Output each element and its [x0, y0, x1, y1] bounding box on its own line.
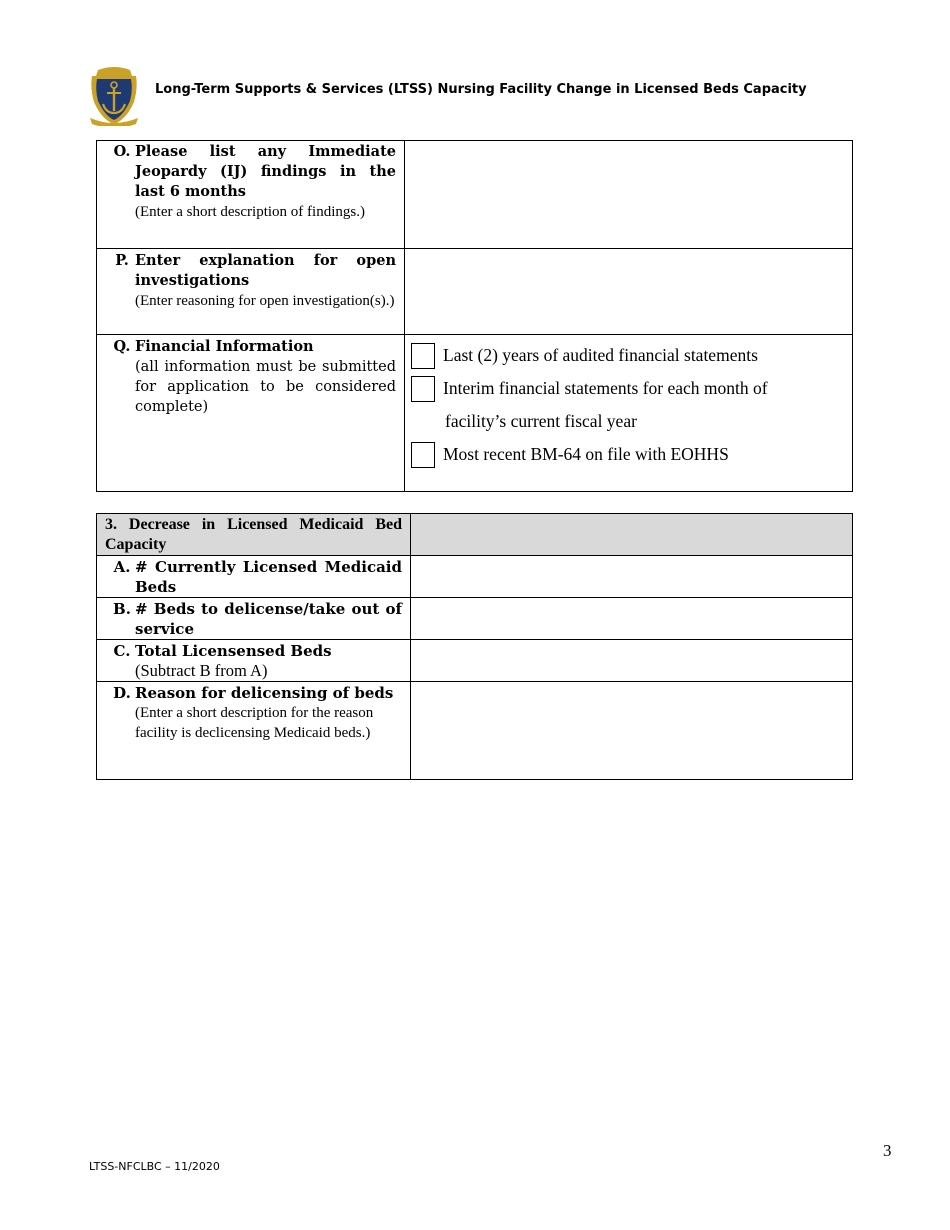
bm64-checkbox[interactable] — [411, 442, 435, 468]
item-label: Enter explanation for open investigations — [135, 252, 396, 289]
section-title: 3. Decrease in Licensed Medicaid Bed Capacity — [105, 516, 402, 553]
state-seal-anchor-icon — [88, 66, 140, 126]
item-label: Financial Information — [135, 338, 314, 355]
financial-checklist-cell — [405, 335, 853, 492]
table-row — [97, 335, 853, 492]
document-title: Long-Term Supports & Services (LTSS) Nursing Facility Change in Licensed Beds Capacity — [155, 82, 807, 97]
item-hint: (Enter reasoning for open investigation(s).) — [135, 293, 395, 309]
item-letter: B. — [113, 600, 131, 618]
table-row — [97, 640, 853, 682]
question-cell — [97, 335, 405, 492]
checklist-item — [411, 339, 846, 372]
item-hint: (all information must be submitted for application to be considered complete) — [135, 359, 396, 415]
item-label: # Currently Licensed Medicaid Beds — [135, 558, 402, 596]
checkbox-label: Interim financial statements for each month of — [443, 378, 768, 398]
item-hint: (Subtract B from A) — [135, 661, 268, 680]
table-row — [97, 141, 853, 249]
checkbox-label: Most recent BM-64 on file with EOHHS — [443, 444, 729, 464]
checklist-item — [411, 438, 846, 471]
question-cell — [97, 249, 405, 335]
ij-findings-answer-field[interactable] — [405, 141, 853, 249]
item-letter: O. — [113, 143, 131, 160]
form-table-bed-capacity — [96, 513, 853, 780]
item-label: Please list any Immediate Jeopardy (IJ) findings in the last 6 months — [135, 143, 396, 200]
current-beds-input[interactable] — [411, 556, 853, 598]
form-table-facility-info — [96, 140, 853, 492]
item-letter: D. — [113, 684, 131, 702]
question-cell — [97, 141, 405, 249]
table-row — [97, 249, 853, 335]
item-label: Total Licensensed Beds — [135, 642, 332, 660]
item-hint: (Enter a short description for the reason facility is declicensing Medicaid beds.) — [135, 705, 374, 741]
item-label: # Beds to delicense/take out of service — [135, 600, 402, 638]
checkbox-label: Last (2) years of audited financial statements — [443, 345, 758, 365]
question-cell — [97, 598, 411, 640]
beds-to-delicense-input[interactable] — [411, 598, 853, 640]
item-hint: (Enter a short description of findings.) — [135, 204, 365, 220]
checklist-item-continuation — [411, 405, 846, 438]
item-label: Reason for delicensing of beds — [135, 684, 394, 702]
form-code: LTSS-NFCLBC – 11/2020 — [89, 1160, 220, 1173]
open-investigations-answer-field[interactable] — [405, 249, 853, 335]
delicensing-reason-answer-field[interactable] — [411, 682, 853, 780]
question-cell — [97, 640, 411, 682]
question-cell — [97, 556, 411, 598]
table-row — [97, 556, 853, 598]
section-title-cell — [97, 514, 411, 556]
page-number: 3 — [883, 1141, 892, 1160]
item-letter: A. — [113, 558, 131, 576]
total-licensed-beds-input[interactable] — [411, 640, 853, 682]
checklist-item — [411, 372, 846, 405]
table-row — [97, 598, 853, 640]
item-letter: C. — [113, 642, 131, 660]
checkbox-label: facility’s current fiscal year — [445, 411, 637, 431]
section-header-blank — [411, 514, 853, 556]
interim-statements-checkbox[interactable] — [411, 376, 435, 402]
question-cell — [97, 682, 411, 780]
item-letter: Q. — [113, 338, 131, 355]
item-letter: P. — [115, 252, 129, 269]
section-header-row — [97, 514, 853, 556]
audited-statements-checkbox[interactable] — [411, 343, 435, 369]
table-row — [97, 682, 853, 780]
